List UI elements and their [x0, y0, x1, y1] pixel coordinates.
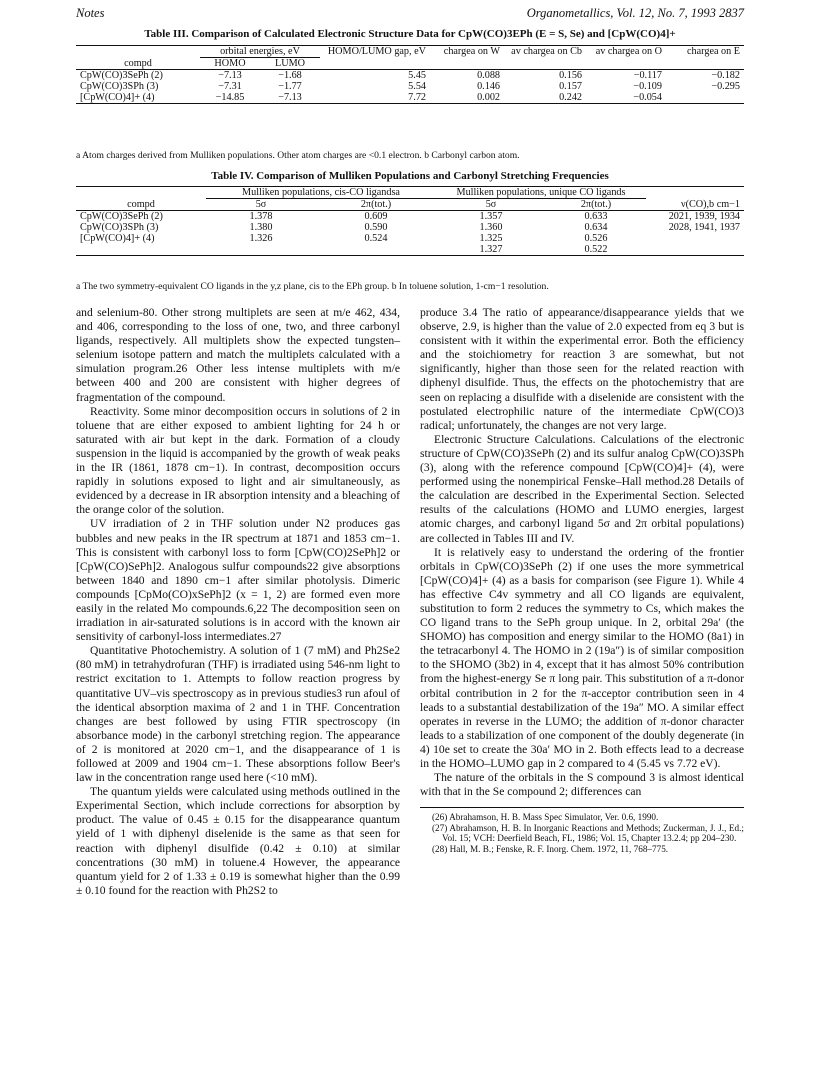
paragraph-reactivity: Reactivity. Some minor decomposition occurs in solutions of 2 in toluene that are either exposed to ambient lighting for 24 h or saturated with air but kept in the dark. Formation of a cloudy suspension in the liquid is accompanied by the growth of weak peaks in the IR (1861, 1878 cm−1). In contrast, decomposition occurs rapidly in solutions exposed to light and air simultaneously, as evidenced by a decrease in IR absorption intensity and a bleaching of the orange color of the solution. — [76, 404, 400, 517]
table-cell — [316, 244, 436, 256]
table-cell: 2021, 1939, 1934 — [668, 211, 740, 222]
table-cell: −1.77 — [278, 81, 302, 92]
table-cell: −1.68 — [278, 70, 302, 81]
table3-header-c: av chargea on Cb — [511, 46, 582, 57]
table-row — [76, 222, 744, 233]
running-header — [76, 6, 744, 24]
table-cell: 0.634 — [584, 222, 608, 233]
table-cell: 5.54 — [408, 81, 426, 92]
table4-header-5s-uniq: 5σ — [485, 199, 497, 210]
table-cell: 0.633 — [584, 211, 608, 222]
table-cell — [76, 244, 206, 256]
table-cell: 0.157 — [559, 81, 582, 92]
table-cell: CpW(CO)3SPh (3) — [80, 222, 159, 233]
table3-header-lumo: LUMO — [275, 58, 305, 69]
table-cell: 5.45 — [408, 70, 426, 81]
table-cell: −0.295 — [711, 81, 740, 92]
table-cell: 0.526 — [584, 233, 608, 244]
table-cell — [666, 92, 744, 104]
table-cell: −7.13 — [218, 70, 242, 81]
table-row — [76, 233, 744, 244]
table4-footnote: a The two symmetry-equivalent CO ligands in the y,z plane, cis to the EPh group. b In toluene solution, 1-cm−1 resolution. — [76, 281, 549, 292]
table-cell: −0.182 — [711, 70, 740, 81]
table3-caption: Table III. Comparison of Calculated Electronic Structure Data for CpW(CO)3EPh (E = S, Se) and [CpW(CO)4]+ — [144, 28, 676, 40]
table3-group-head: orbital energies, eV — [200, 46, 320, 58]
paragraph: It is relatively easy to understand the ordering of the frontier orbitals in CpW(CO)3SePh (2) if one uses the more symmetrical [CpW(CO)4]+ (4) as a basis for comparison (see Figure 1). While 4 has effective C4v symmetry and all CO ligands are equivalent, substitution to form 2 reduces the symmetry to Cs, which makes the CO ligand trans to the SePh group unique. In 2, orbital 29a′ (the SHOMO) has composition and energy similar to the HOMO (8a1) in the tetracarbonyl 4. The HOMO in 2 (19a″) is of similar composition to the SHOMO (3b2) in 4, except that it has almost 50% contribution from the highest-energy Se π long pair. This substitution of a π-donor orbital contribution in 2 for the π-acceptor contribution seen in 4 leads to a substantial destabilization of the 19a″ MO. A similar effect operates in reverse in the LUMO; the addition of π-donor character leads to a stabilization of one component of the doubly degenerate (in 4) 10e set to create the 30a′ MO in 2. Both effects lead to a decrease in the HOMO–LUMO gap in 2 compared to 4 (5.45 vs 7.72 eV). — [420, 545, 744, 770]
table-cell: −0.054 — [633, 92, 662, 103]
table-cell: 0.522 — [584, 244, 608, 255]
table-cell: 0.088 — [477, 70, 500, 81]
table-cell: 1.378 — [249, 211, 273, 222]
table-cell: 0.609 — [364, 211, 388, 222]
table3-header-gap: HOMO/LUMO gap, eV — [327, 46, 426, 57]
table3-footnote: a Atom charges derived from Mulliken populations. Other atom charges are <0.1 electron. b Carbonyl carbon atom. — [76, 150, 520, 161]
table-cell: 0.242 — [559, 92, 582, 103]
table-row — [76, 211, 744, 223]
table-cell: −7.31 — [218, 81, 242, 92]
table-cell: 0.524 — [364, 233, 388, 244]
table-cell: 2028, 1941, 1937 — [668, 222, 740, 233]
table4-header-2p-cis: 2π(tot.) — [360, 199, 392, 210]
table3 — [76, 45, 744, 104]
reference-item: (26) Abrahamson, H. B. Mass Spec Simulator, Ver. 0.6, 1990. — [432, 812, 659, 823]
table-cell: 0.156 — [559, 70, 582, 81]
table3-header-o: av chargea on O — [595, 46, 662, 57]
header-journal: Organometallics, Vol. 12, No. 7, 1993 2837 — [526, 6, 744, 20]
paragraph: The nature of the orbitals in the S compound 3 is almost identical with that in the Se compound 2; differences can — [420, 771, 744, 799]
table-cell: CpW(CO)3SePh (2) — [80, 211, 163, 222]
table-cell: [CpW(CO)4]+ (4) — [80, 233, 155, 244]
table3-header-compd: compd — [124, 57, 152, 69]
table-row — [76, 244, 744, 256]
table3-header-e: chargea on E — [687, 46, 740, 57]
table-cell: 1.357 — [479, 211, 503, 222]
table-cell: 0.002 — [477, 92, 500, 103]
table-cell — [646, 233, 744, 244]
table4-header-5s-cis: 5σ — [255, 199, 267, 210]
paragraph: UV irradiation of 2 in THF solution under N2 produces gas bubbles and new peaks in the IR spectrum at 1871 and 1853 cm−1. This is consistent with carbonyl loss to form [CpW(CO)2SePh]2 or [CpW(CO)SePh]2. Analogous sulfur compounds22 give absorptions between 1840 and 1890 cm−1 after similar photolysis. Dimeric compounds [CpMo(CO)xSePh]2 (x = 1, 2) are formed even more easily in the related Mo compounds.6,22 The decomposition seen on irradiation in air-saturated solutions is in accord with the known air sensitivity of carbonyl-loss intermediates.27 — [76, 517, 400, 644]
table-cell: 1.325 — [479, 233, 503, 244]
table4-header-compd: compd — [127, 198, 155, 210]
table-row — [76, 81, 744, 92]
table-cell: −0.109 — [633, 81, 662, 92]
paragraph: and selenium-80. Other strong multiplets are seen at m/e 462, 434, and 406, corresponding to the loss of one, two, and three carbonyl ligands, respectively. All multiplets show the expected tungsten–selenium isotope pattern and match the multiplets calculated with a simulation program.26 Other less intense multiplets with m/e between 400 and 200 are consistent with higher degrees of fragmentation of the compound. — [76, 306, 400, 404]
table-row — [76, 92, 744, 104]
reference-item: (28) Hall, M. B.; Fenske, R. F. Inorg. Chem. 1972, 11, 768–775. — [432, 843, 669, 854]
table4-header-2p-uniq: 2π(tot.) — [580, 199, 612, 210]
table-cell: [CpW(CO)4]+ (4) — [80, 92, 155, 103]
paragraph-electronic-structure: Electronic Structure Calculations. Calculations of the electronic structure of CpW(CO)3SePh (2) and its sulfur analog CpW(CO)3SPh (3), along with the reference compound [CpW(CO)4]+ (4), were performed using the nonempirical Fenske–Hall method.28 Details of the calculation are described in the Experimental Section. Selected results of the calculations (HOMO and LUMO energies, largest atomic charges, and carbonyl ligand 5σ and 2π orbital populations) are collected in Tables III and IV. — [420, 432, 744, 545]
table-cell: 0.146 — [477, 81, 500, 92]
paragraph: produce 3.4 The ratio of appearance/disappearance yields that we observe, 2.9, is higher than the value of 2.0 expected from eq 3 but is consistent with it within the experimental error. Both the efficiency and the stoichiometry for reaction 3 are somewhat, but not significantly, higher than those seen for the related reaction with diphenyl disulfide. Thus, the effects on the photochemistry that are seen on replacing a disulfide with a diselenide are consistent with the postulated electrophilic nature of the intermediate CpW(CO)3 radical; unfortunately, the changes are not very large. — [420, 306, 744, 432]
table-cell — [206, 244, 316, 256]
paragraph: The quantum yields were calculated using methods outlined in the Experimental Section, which include corrections for absorption by product. The value of 0.45 ± 0.15 for the disappearance quantum yield of 1 with diphenyl diselenide is the same as that seen for reaction with diphenyl disulfide (0.42 ± 0.10) at similar concentrations (30 mM) in toluene.4 However, the appearance quantum yield for 2 of 1.33 ± 0.19 is somewhat higher than the 0.99 ± 0.10 found for the reaction with Ph2S2 to — [76, 785, 400, 897]
table-cell: 1.380 — [249, 222, 273, 233]
table-cell: 0.590 — [364, 222, 388, 233]
references — [420, 807, 744, 854]
table4-header-nu: ν(CO),b cm−1 — [680, 198, 740, 210]
table-cell: 1.360 — [479, 222, 503, 233]
table-cell: CpW(CO)3SePh (2) — [80, 70, 163, 81]
table4 — [76, 186, 744, 256]
right-column — [420, 306, 744, 854]
left-column — [76, 306, 400, 898]
table4-caption: Table IV. Comparison of Mulliken Populations and Carbonyl Stretching Frequencies — [211, 170, 609, 182]
paragraph-quantitative-photochemistry: Quantitative Photochemistry. A solution of 1 (7 mM) and Ph2Se2 (80 mM) in tetrahydrofuran (THF) is irradiated using 546-nm light to restrict excitation to 1. Attempts to follow reaction progress by quantitative UV–vis spectroscopy as in previous studies3 run afoul of the identical absorption maxima of 2 and 1 in THF. Concentration changes are best followed by using FTIR spectroscopy (in absorbance mode) in the carbonyl stretching region. The appearance of 2 is monitored at 2020 cm−1, and the disappearance of 1 is followed at 2009 and 1904 cm−1. These absorptions follow Beer's law in the concentration range used here (<10 mM). — [76, 644, 400, 785]
table3-header-w: chargea on W — [443, 46, 500, 57]
table3-header-homo: HOMO — [214, 58, 246, 69]
table-cell: CpW(CO)3SPh (3) — [80, 81, 159, 92]
table-cell: 1.326 — [249, 233, 273, 244]
table-cell: 7.72 — [408, 92, 426, 103]
table4-group1: Mulliken populations, cis-CO ligandsa — [206, 187, 436, 199]
header-section: Notes — [76, 6, 105, 20]
table-cell: −7.13 — [278, 92, 302, 103]
table4-group2: Mulliken populations, unique CO ligands — [436, 187, 646, 199]
reference-item: (27) Abrahamson, H. B. In Inorganic Reactions and Methods; Zuckerman, J. J., Ed.; Vol. 15; VCH: Deerfield Beach, FL, 1986; Vol. 15, Chapter 13.2.4; pp 204–230. — [432, 822, 744, 844]
table-cell: −14.85 — [215, 92, 245, 103]
table-cell: 1.327 — [479, 244, 503, 255]
table-cell — [646, 244, 744, 256]
table-row — [76, 70, 744, 82]
table-cell: −0.117 — [633, 70, 662, 81]
